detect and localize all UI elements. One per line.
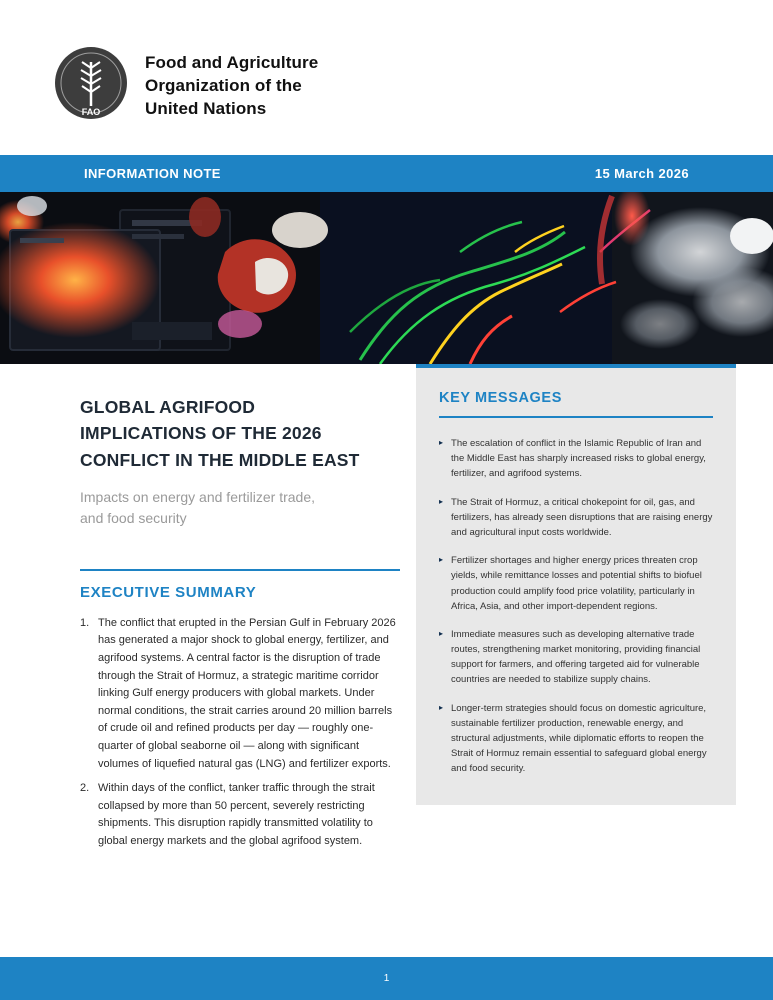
banner [0, 155, 773, 192]
document-title [80, 394, 400, 473]
fao-logo [54, 46, 128, 120]
list-item [439, 627, 713, 688]
subtitle-line: Impacts on energy and fertilizer trade, [80, 488, 316, 505]
list-item [80, 615, 400, 773]
org-name-line: Organization of the [145, 75, 302, 95]
hero-collage-graphic [0, 192, 773, 364]
hero-image [0, 192, 773, 364]
bullet-icon: ▸ [439, 702, 444, 712]
banner-date: 15 March 2026 [594, 166, 689, 181]
list-item-text: The escalation of conflict in the Islamic Republic of Iran and the Middle East has sharply increased risks to global energy, fertilizer, and agrifood systems. [451, 438, 706, 480]
executive-summary-list [80, 615, 400, 851]
key-messages-list [439, 436, 713, 777]
document-subtitle [80, 487, 400, 529]
title-line: IMPLICATIONS OF THE 2026 [80, 423, 322, 444]
list-item-text: The conflict that erupted in the Persian Gulf in February 2026 has generated a major shock to global energy, fertilizer, and agrifood systems. A central factor is the disruption of trade through the Strait of Hormuz, a strategic maritime corridor linking Gulf energy producers with global markets. Under normal conditions, the strait carries around 20 million barrels of crude oil and refined products per day — roughly one-quarter of global seaborne oil — along with significant volumes of liquefied natural gas (LNG) and fertilizer exports. [98, 616, 396, 770]
executive-summary-section [80, 569, 400, 851]
org-name-line: United Nations [145, 98, 267, 118]
key-messages-panel [416, 364, 736, 805]
list-item-number: 1. [80, 616, 90, 629]
banner-label: INFORMATION NOTE [84, 166, 221, 181]
list-item [439, 495, 713, 541]
list-item [80, 780, 400, 850]
title-line: GLOBAL AGRIFOOD [80, 397, 256, 417]
subtitle-line: and food security [80, 509, 187, 526]
svg-text:FAO: FAO [81, 107, 101, 117]
org-name [145, 46, 318, 121]
list-item-text: Immediate measures such as developing alternative trade routes, strengthening market monitoring, providing financial support for farmers, and offering targeted aid for vulnerable countries are needed to stabilize supply chains. [451, 628, 701, 686]
list-item-number: 2. [80, 782, 90, 795]
list-item [439, 701, 713, 777]
list-item-text: Longer-term strategies should focus on domestic agriculture, sustainable fertilizer production, renewable energy, and structural adjustments, while diplomatic efforts to reopen the Strait of Hormuz remain essential to safeguard global energy and food security. [451, 702, 707, 775]
content [0, 364, 773, 850]
bullet-icon: ▸ [439, 555, 444, 565]
title-line: CONFLICT IN THE MIDDLE EAST [80, 449, 360, 470]
list-item-text: The Strait of Hormuz, a critical chokepoint for oil, gas, and fertilizers, has already seen disruptions that are raising energy and agricultural input costs worldwide. [451, 496, 713, 538]
list-item [439, 553, 713, 614]
list-item [439, 436, 713, 482]
page-number: 1 [383, 973, 390, 984]
fao-emblem-icon [54, 46, 128, 120]
org-name-line: Food and Agriculture [145, 53, 319, 72]
list-item-text: Fertilizer shortages and higher energy prices threaten crop yields, while remittance losses and potential shifts to biofuel production could amplify food price volatility, particularly in Africa, Asia, and other import-dependent regions. [451, 555, 702, 612]
footer [0, 957, 773, 1000]
bullet-icon: ▸ [439, 628, 444, 638]
bullet-icon: ▸ [439, 496, 444, 506]
bullet-icon: ▸ [439, 438, 444, 447]
key-messages-heading: KEY MESSAGES [439, 390, 713, 418]
main-column [80, 364, 400, 850]
list-item-text: Within days of the conflict, tanker traffic through the strait collapsed by more than 50 percent, severely restricting shipments. This disruption rapidly transmitted volatility to global energy markets and the global agrifood system. [98, 782, 375, 847]
header [0, 0, 773, 155]
executive-summary-heading: EXECUTIVE SUMMARY [80, 583, 257, 601]
